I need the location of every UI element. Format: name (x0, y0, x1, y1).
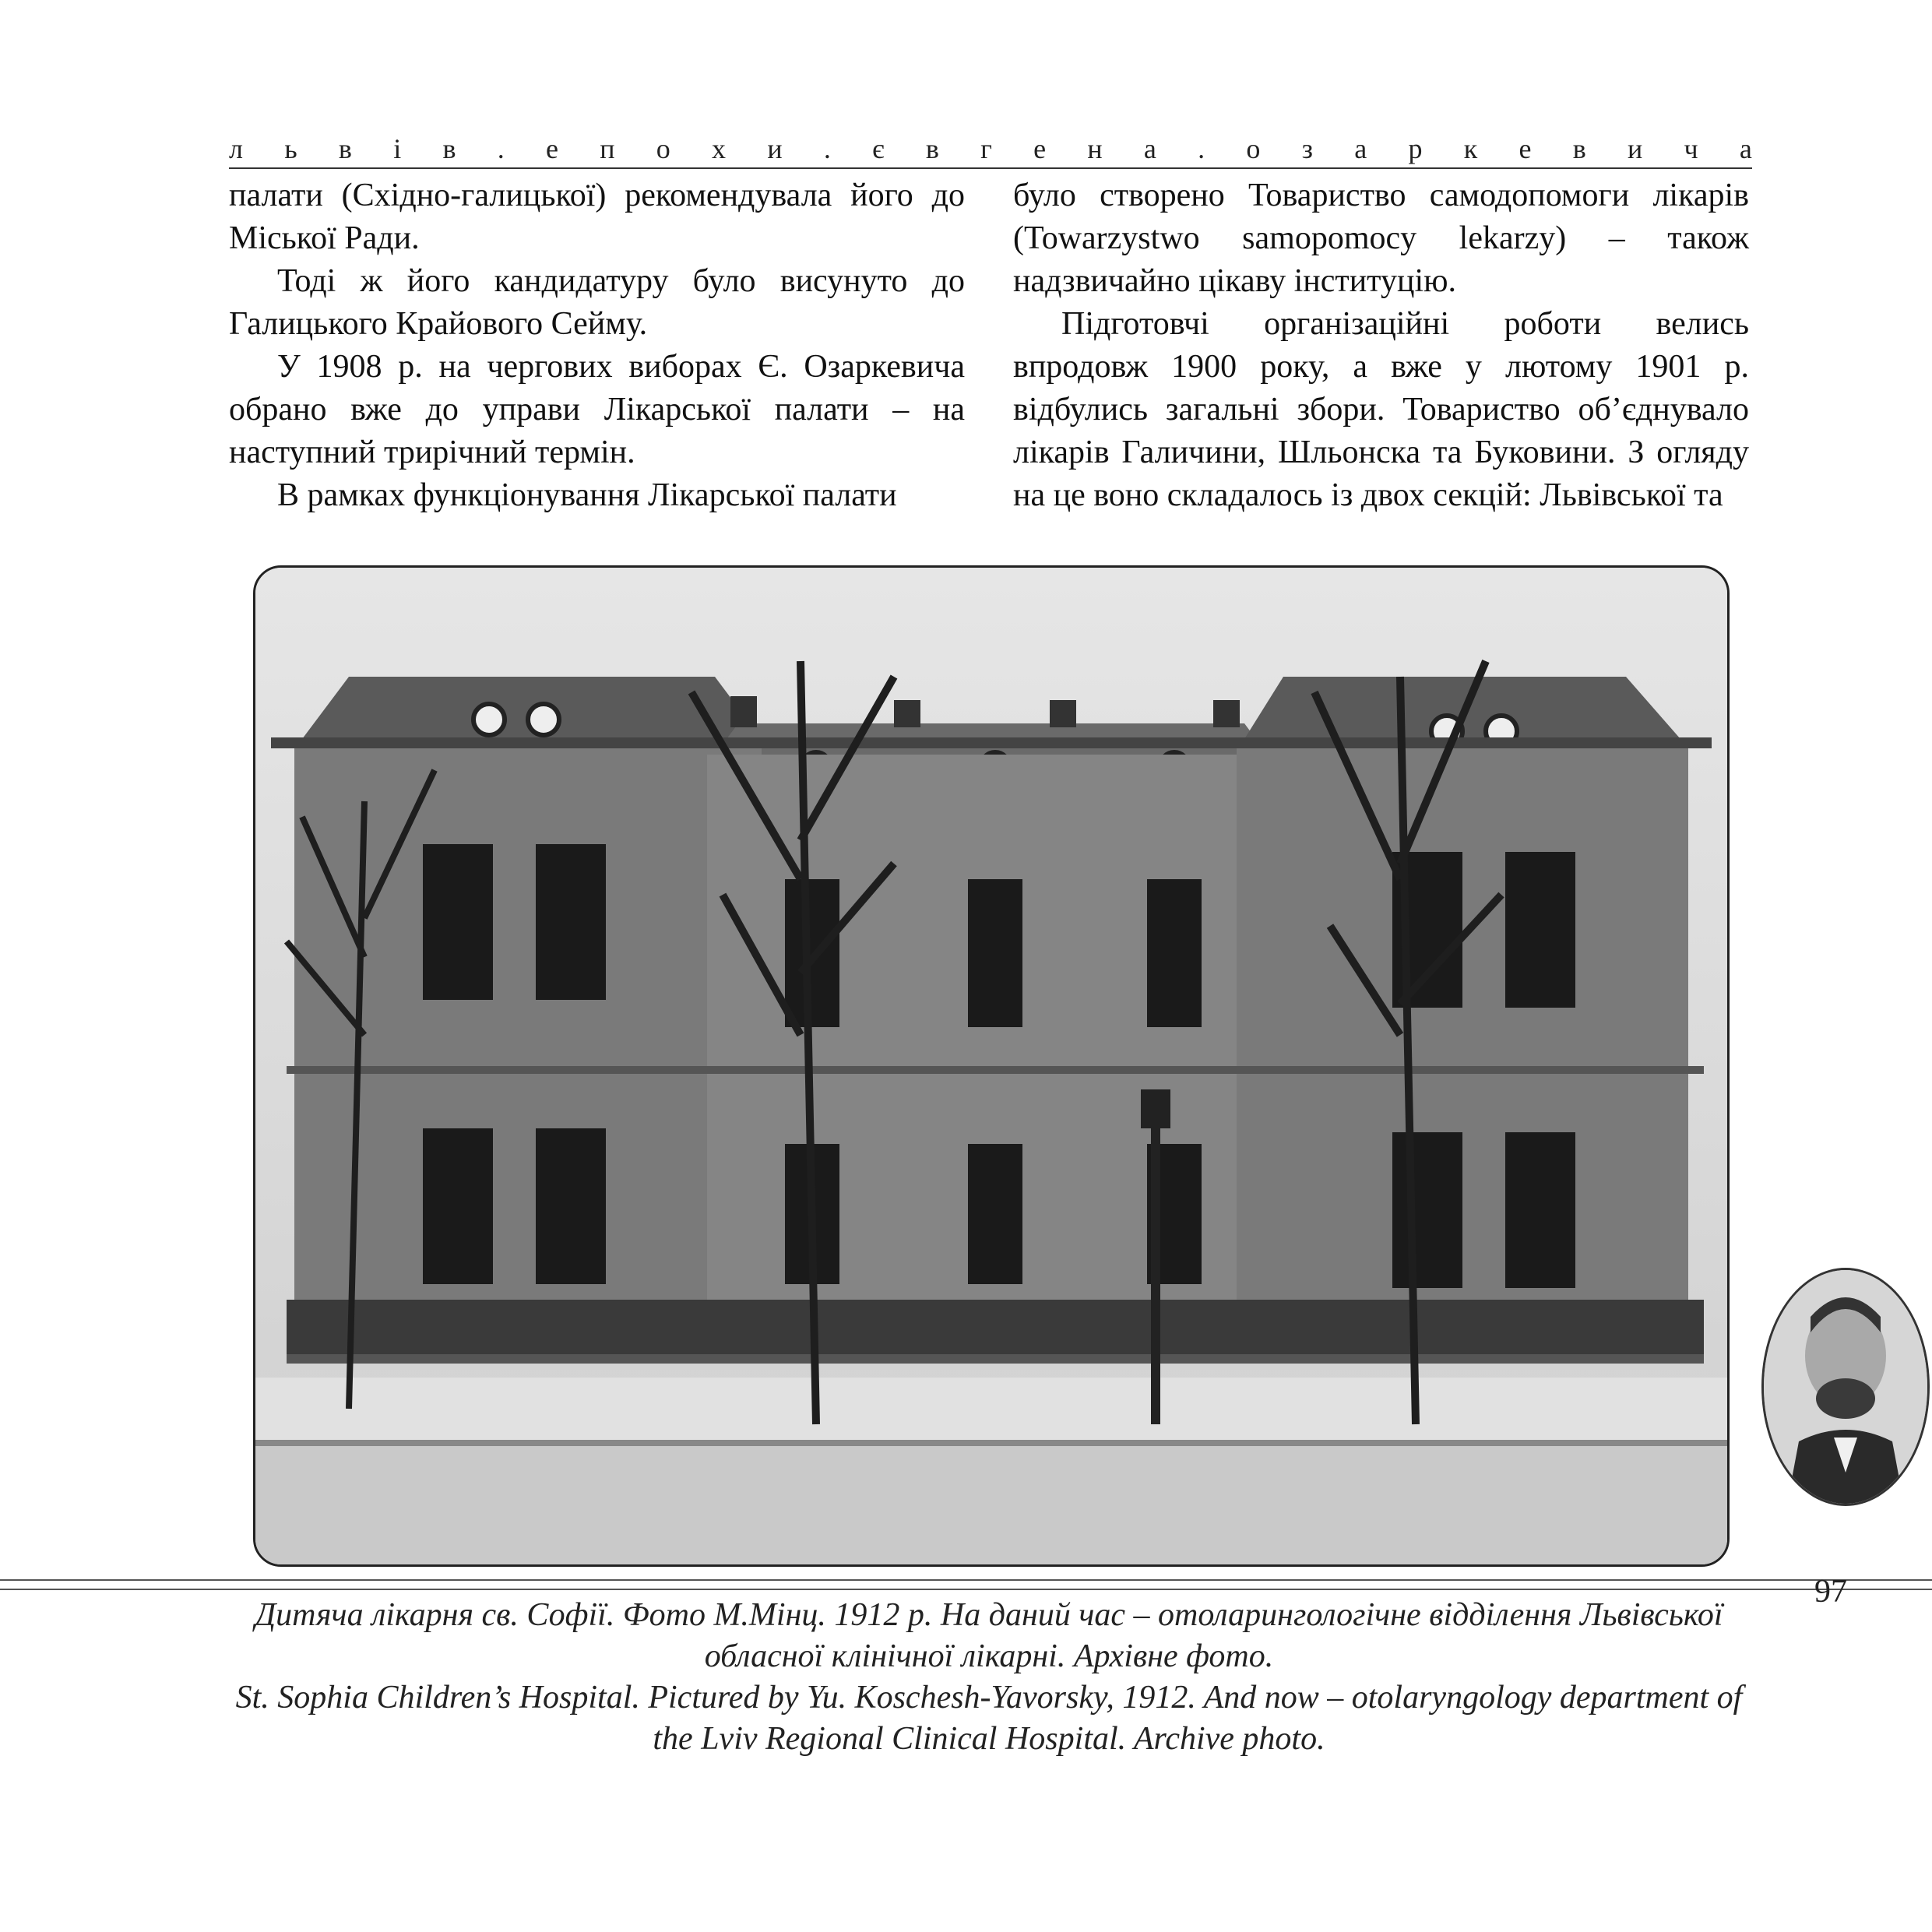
paragraph: В рамках функціонування Лікарської палати (277, 477, 897, 513)
running-header-glyph: . (823, 133, 831, 164)
paragraph: Тоді ж його кандидатуру було висунуто до Галицького Крайового Сейму. (229, 263, 965, 342)
running-header-glyph: в (925, 133, 939, 164)
hospital-building-illustration (255, 568, 1727, 1564)
photo-caption (218, 1595, 1760, 1760)
running-header-glyph: р (1408, 133, 1423, 164)
page-number: 97 (1814, 1574, 1847, 1610)
portrait-illustration (1764, 1270, 1927, 1504)
running-header-glyph: х (712, 133, 727, 164)
running-header-glyph: о (1246, 133, 1261, 164)
running-header (229, 132, 1752, 165)
running-header-glyph: є (872, 133, 885, 164)
paragraph: палати (Східно-галицької) рекомендувала його до Міської Ради. (229, 178, 965, 256)
running-header-glyph: а (1143, 133, 1156, 164)
footer-rule-bottom (0, 1589, 1932, 1590)
running-header-glyph: п (600, 133, 615, 164)
running-header-glyph: в (442, 133, 456, 164)
paragraph: У 1908 р. на чергових виборах Є. Озаркевича обрано вже до управи Лікарської палати – на наступний трирічний термін. (229, 349, 965, 470)
running-header-glyph: о (656, 133, 670, 164)
running-header-glyph: ь (284, 133, 297, 164)
paragraph: було створено Товариство самодопомоги лікарів (Towarzystwo samopomocy lekarzy) – також надзвичайно цікаву інституцію. (1013, 178, 1749, 299)
footer-rule-top (0, 1579, 1932, 1581)
running-header-glyph: в (338, 133, 352, 164)
paragraph: Підготовчі організаційні роботи велись впродовж 1900 року, а вже у лютому 1901 р. відбулись загальні збори. Товариство об’єднувало лікарів Галичини, Шльонска та Буковини. З огляду на це воно складалось із двох секцій: Львівської та (1013, 306, 1749, 513)
hospital-photo (253, 565, 1730, 1567)
header-rule (229, 167, 1752, 169)
running-header-glyph: а (1354, 133, 1367, 164)
running-header-glyph: к (1463, 133, 1478, 164)
right-column (1013, 174, 1749, 517)
caption-english: St. Sophia Children’s Hospital. Pictured by Yu. Koschesh-Yavorsky, 1912. And now – otolaryngology department of the Lviv Regional Clinical Hospital. Archive photo. (235, 1680, 1743, 1757)
running-header-glyph: и (767, 133, 783, 164)
running-header-glyph: г (980, 133, 992, 164)
running-header-glyph: . (497, 133, 505, 164)
running-header-glyph: и (1627, 133, 1643, 164)
running-header-glyph: . (1198, 133, 1205, 164)
running-header-glyph: і (393, 133, 402, 164)
running-header-glyph: з (1301, 133, 1313, 164)
portrait-photo (1761, 1268, 1930, 1506)
running-header-glyph: а (1739, 133, 1752, 164)
running-header-glyph: е (1519, 133, 1532, 164)
caption-ukrainian: Дитяча лікарня св. Софії. Фото М.Мінц. 1912 р. На даний час – отоларингологічне відділення Львівської обласної клінічної лікарні. Архівне фото. (255, 1597, 1723, 1674)
running-header-glyph: л (229, 133, 243, 164)
running-header-glyph: н (1087, 133, 1103, 164)
left-column (229, 174, 965, 517)
running-header-glyph: ч (1684, 133, 1698, 164)
running-header-glyph: в (1572, 133, 1586, 164)
running-header-glyph: е (1033, 133, 1047, 164)
running-header-glyph: е (546, 133, 558, 164)
